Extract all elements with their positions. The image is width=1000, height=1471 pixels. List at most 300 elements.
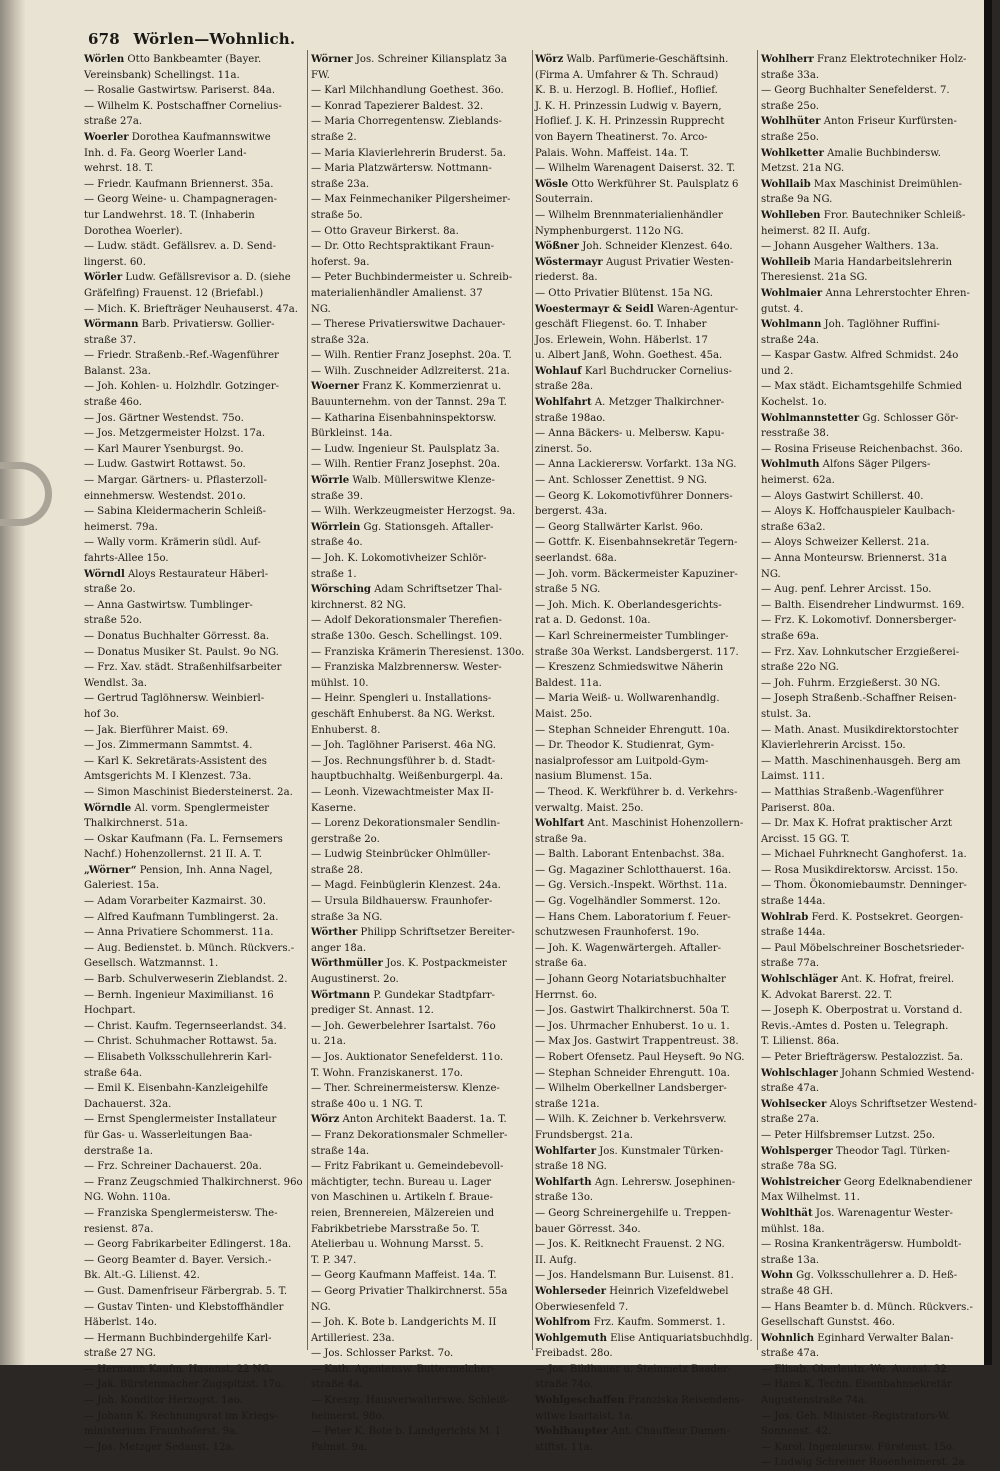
directory-entry (311, 1393, 531, 1409)
entry-text: — Balth. Eisendreher Lindwurmst. 169. (761, 599, 965, 611)
entry-text: straße 144a. (761, 927, 826, 939)
entry-text: Jos. Warenagentur Wester- (815, 1207, 953, 1219)
directory-entry (761, 302, 987, 318)
directory-entry (311, 1424, 531, 1440)
entry-text: — Frz. K. Lokomotivf. Donnersberger- (761, 615, 957, 627)
directory-entry (84, 816, 304, 832)
directory-entry (311, 582, 531, 598)
directory-entry (761, 317, 987, 333)
directory-entry (84, 1112, 304, 1128)
directory-entry (84, 1066, 304, 1082)
directory-entry (311, 504, 531, 520)
entry-text: — Johann K. Rechnungsrat im Kriegs- (84, 1410, 278, 1422)
directory-entry (761, 1175, 987, 1191)
directory-entry (535, 801, 755, 817)
entry-text: — Aloys K. Hoffchauspieler Kaulbach- (761, 506, 956, 518)
directory-entry (761, 1144, 987, 1160)
directory-entry (311, 894, 531, 910)
entry-text: ministerium Fraunhoferst. 9a. (84, 1426, 239, 1438)
directory-entry (535, 1409, 755, 1425)
entry-text: — Anna Privatiere Schommerst. 11a. (84, 927, 274, 939)
directory-entry (84, 582, 304, 598)
directory-entry (311, 255, 531, 271)
entry-text: Hochpart. (84, 1005, 136, 1017)
directory-entry (311, 317, 531, 333)
directory-entry (761, 1409, 987, 1425)
entry-text: straße 46o. (84, 397, 142, 409)
directory-entry (761, 1066, 987, 1082)
directory-entry (761, 988, 987, 1004)
entry-text: — Hans K. Techn. Eisenbahnsekretär (761, 1379, 952, 1391)
directory-entry (84, 598, 304, 614)
entry-text: straße 9a. (535, 833, 587, 845)
directory-entry (761, 723, 987, 739)
directory-entry (84, 239, 304, 255)
entry-text: heimerst. 98o. (311, 1410, 385, 1422)
directory-entry (761, 676, 987, 692)
directory-entry (761, 1050, 987, 1066)
entry-text: — Georg Beamter d. Bayer. Versich.- (84, 1254, 272, 1266)
directory-entry (535, 379, 755, 395)
entry-text: straße 2. (311, 131, 357, 143)
directory-entry (84, 1284, 304, 1300)
entry-text: — Thom. Ökonomiebaumstr. Denninger- (761, 880, 967, 892)
entry-text: — Dr. Theodor K. Studienrat, Gym- (535, 740, 715, 752)
directory-entry (761, 785, 987, 801)
directory-entry (84, 504, 304, 520)
entry-text: mächtigter, techn. Bureau u. Lager (311, 1176, 492, 1188)
entry-text: straße 23a. (311, 178, 370, 190)
entry-text: — Matthias Straßenb.-Wagenführer (761, 786, 944, 798)
entry-text: Barb. Privatiersw. Gollier- (141, 319, 275, 331)
entry-text: straße 48 GH. (761, 1285, 834, 1297)
directory-entry (311, 192, 531, 208)
entry-text: — Jos. Uhrmacher Enhuberst. 1o u. 1. (535, 1020, 730, 1032)
entry-text: Wendlst. 3a. (84, 677, 148, 689)
directory-entry (311, 567, 531, 583)
entry-text: Eginhard Verwalter Balan- (817, 1332, 954, 1344)
entry-text: prediger St. Annast. 12. (311, 1005, 434, 1017)
entry-text: — Maria Chorregentensw. Zieblands- (311, 116, 502, 128)
directory-entry (761, 941, 987, 957)
entry-text: — Hans Beamter b. d. Münch. Rückvers.- (761, 1301, 973, 1313)
entry-text: Pariserst. 80a. (761, 802, 836, 814)
directory-entry (535, 411, 755, 427)
entry-text: — Joh. Mich. K. Oberlandesgerichts- (535, 599, 722, 611)
entry-text: — Otto Graveur Birkerst. 8a. (311, 225, 459, 237)
entry-text: Ant. Maschinist Hohenzollern- (587, 818, 744, 830)
entry-text: straße 18 NG. (535, 1161, 607, 1173)
entry-text: und 2. (761, 365, 794, 377)
entry-text: — Joh. Konditor Herzogst. 1ao. (84, 1395, 243, 1407)
entry-text: Ant. Chauffeur Damen- (611, 1426, 730, 1438)
directory-entry (311, 613, 531, 629)
entry-text: — Gg. Versich.-Inspekt. Wörthst. 11a. (535, 880, 728, 892)
directory-entry (84, 535, 304, 551)
entry-text: schutzwesen Fraunhoferst. 19o. (535, 927, 700, 939)
directory-entry (84, 395, 304, 411)
directory-entry (761, 68, 987, 84)
directory-entry (535, 551, 755, 567)
entry-text: Kochelst. 1o. (761, 397, 827, 409)
directory-entry (84, 1315, 304, 1331)
directory-entry (535, 177, 755, 193)
directory-entry (84, 847, 304, 863)
directory-entry (761, 520, 987, 536)
directory-entry (84, 520, 304, 536)
entry-text: stulst. 3a. (761, 708, 812, 720)
entry-text: straße 198ao. (535, 412, 606, 424)
entry-surname: Wohn (761, 1270, 793, 1282)
entry-text: — Joh. K. Bote b. Landgerichts M. II (311, 1317, 497, 1329)
entry-text: — Wilh. Rentier Franz Josephst. 20a. (311, 459, 501, 471)
entry-text: NG. Wohn. 110a. (84, 1192, 171, 1204)
entry-surname: Wörrle (311, 475, 350, 487)
entry-text: einnehmersw. Westendst. 201o. (84, 490, 246, 502)
entry-surname: Wörsching (311, 584, 371, 596)
directory-entry (84, 645, 304, 661)
running-title: Wörlen—Wohnlich. (133, 30, 296, 48)
entry-text: Maria Handarbeitslehrerin (813, 256, 953, 268)
entry-text: Atelierbau u. Wohnung Marsst. 5. (311, 1239, 484, 1251)
entry-text: — Joh. Kohlen- u. Holzhdlr. Gotzinger- (84, 381, 280, 393)
directory-entry (84, 1190, 304, 1206)
directory-entry (84, 302, 304, 318)
directory-entry (84, 317, 304, 333)
entry-text: straße 9a NG. (761, 194, 833, 206)
directory-entry (535, 582, 755, 598)
directory-entry (311, 785, 531, 801)
entry-surname: Wohlgeschaffen (535, 1395, 625, 1407)
entry-text: straße 74o. (535, 1379, 593, 1391)
directory-entry (535, 395, 755, 411)
entry-text: straße 28a. (535, 381, 594, 393)
directory-entry (84, 1222, 304, 1238)
directory-entry (84, 442, 304, 458)
directory-entry (311, 52, 531, 68)
entry-text: Karl Buchdrucker Cornelius- (584, 365, 732, 377)
entry-text: Palais. Wohn. Maffeist. 14a. T. (535, 147, 689, 159)
entry-text: — Wilh. K. Zeichner b. Verkehrsverw. (535, 1114, 727, 1126)
directory-entry (311, 146, 531, 162)
directory-entry (311, 1253, 531, 1269)
entry-text: straße 39. (311, 490, 364, 502)
directory-entry (761, 224, 987, 240)
entry-text: Max Maschinist Dreimühlen- (813, 178, 963, 190)
directory-column-1 (84, 52, 304, 1453)
directory-entry (535, 504, 755, 520)
entry-text: — Christ. Kaufm. Tegernseerlandst. 34. (84, 1020, 287, 1032)
directory-entry (311, 1284, 531, 1300)
entry-surname: Woerler (84, 131, 129, 143)
directory-entry (84, 988, 304, 1004)
entry-text: — Leonh. Vizewachtmeister Max II- (311, 786, 494, 798)
entry-text: seerlandst. 68a. (535, 553, 617, 564)
entry-text: — Ludw. Gastwirt Rottawst. 5o. (84, 459, 246, 471)
directory-entry (311, 364, 531, 380)
directory-entry (535, 473, 755, 489)
entry-text: heimerst. 62a. (761, 475, 835, 487)
entry-text: A. Metzger Thalkirchner- (594, 397, 725, 409)
entry-text: Gg. Volksschullehrer a. D. Heß- (796, 1270, 958, 1282)
entry-text: — Gustav Tinten- und Klebstoffhändler (84, 1301, 284, 1313)
entry-text: straße 47a. (761, 1083, 820, 1095)
entry-text: resienst. 87a. (84, 1223, 154, 1235)
directory-entry (761, 1440, 987, 1456)
directory-entry (761, 1300, 987, 1316)
entry-text: — Gottfr. K. Eisenbahnsekretär Tegern- (535, 537, 738, 549)
directory-entry (84, 551, 304, 567)
directory-entry (535, 426, 755, 442)
directory-entry (535, 1268, 755, 1284)
entry-text: Augustenstraße 74a. (761, 1395, 868, 1407)
directory-entry (535, 489, 755, 505)
entry-text: — Wilhelm Warenagent Daiserst. 32. T. (535, 163, 736, 175)
directory-entry (535, 286, 755, 302)
entry-text: riederst. 8a. (535, 272, 598, 284)
directory-entry (311, 114, 531, 130)
directory-entry (761, 1097, 987, 1113)
entry-text: straße 52o. (84, 615, 142, 627)
entry-text: Otto Bankbeamter (Bayer. (127, 54, 262, 65)
directory-entry (311, 847, 531, 863)
directory-entry (761, 1424, 987, 1440)
directory-entry (535, 988, 755, 1004)
entry-surname: Wohlfrom (535, 1317, 591, 1329)
entry-text: straße 25o. (761, 100, 819, 112)
entry-text: — Math. Anast. Musikdirektorstochter (761, 724, 959, 736)
directory-entry (311, 598, 531, 614)
directory-entry (311, 1190, 531, 1206)
entry-text: (Firma A. Umfahrer & Th. Schraud) (535, 69, 719, 81)
directory-entry (535, 52, 755, 68)
directory-entry (761, 255, 987, 271)
directory-column-4 (761, 52, 987, 1469)
entry-text: mühlst. 10. (311, 677, 369, 689)
directory-entry (761, 613, 987, 629)
directory-entry (311, 333, 531, 349)
directory-entry (311, 1003, 531, 1019)
entry-text: Franz Elektrotechniker Holz- (817, 54, 967, 65)
entry-text: — Joseph K. Oberpostrat u. Vorstand d. (761, 1005, 963, 1017)
entry-surname: Wörler (84, 272, 123, 284)
directory-entry (535, 333, 755, 349)
entry-text: Frz. Kaufm. Sommerst. 1. (593, 1317, 726, 1329)
directory-entry (761, 691, 987, 707)
directory-entry (311, 286, 531, 302)
entry-text: Heinrich Vizefeldwebel (609, 1285, 729, 1297)
directory-entry (761, 738, 987, 754)
entry-surname: Wohlrab (761, 911, 809, 923)
entry-text: straße 27 NG. (84, 1348, 156, 1360)
entry-text: — Kreszg. Hausverwalterswe. Schleiß- (311, 1395, 510, 1407)
entry-text: — Otto Privatier Blütenst. 15a NG. (535, 287, 713, 299)
entry-text: — Karol. Ingenieursw. Fürstenst. 15o. (761, 1441, 956, 1453)
directory-entry (84, 1237, 304, 1253)
directory-entry (311, 707, 531, 723)
entry-surname: Wohlschläger (761, 974, 838, 986)
entry-text: — Joh. Gewerbelehrer Isartalst. 76o (311, 1020, 496, 1032)
entry-text: — Jos. Handelsmann Bur. Luisenst. 81. (535, 1270, 734, 1282)
entry-text: Häberlst. 14o. (84, 1317, 157, 1329)
directory-entry (84, 738, 304, 754)
directory-entry (311, 1300, 531, 1316)
directory-entry (311, 1112, 531, 1128)
directory-entry (535, 208, 755, 224)
entry-text: — Peter Hilfsbremser Lutzst. 25o. (761, 1129, 936, 1141)
directory-entry (84, 1253, 304, 1269)
entry-text: — Georg K. Lokomotivführer Donners- (535, 490, 733, 502)
directory-entry (84, 691, 304, 707)
entry-text: — Karl Maurer Ysenburgst. 9o. (84, 443, 244, 455)
directory-entry (311, 1268, 531, 1284)
directory-entry (761, 832, 987, 848)
directory-entry (535, 1081, 755, 1097)
entry-text: derstraße 1a. (84, 1145, 153, 1157)
directory-entry (311, 177, 531, 193)
directory-entry (84, 1377, 304, 1393)
directory-entry (311, 754, 531, 770)
directory-entry (535, 520, 755, 536)
entry-text: — Wilh. Zuschneider Adlzreiterst. 21a. (311, 365, 510, 377)
entry-text: Adam Schriftsetzer Thal- (374, 584, 503, 596)
directory-entry (761, 473, 987, 489)
directory-entry (761, 442, 987, 458)
entry-text: Gg. Schlosser Gör- (862, 412, 959, 424)
entry-text: Sonnenst. 42. (761, 1426, 832, 1438)
directory-entry (761, 239, 987, 255)
directory-entry (311, 769, 531, 785)
directory-entry (761, 146, 987, 162)
directory-entry (311, 956, 531, 972)
entry-text: — Emil K. Eisenbahn-Kanzleigehilfe (84, 1083, 268, 1095)
entry-text: — Hermann Buchbindergehilfe Karl- (84, 1332, 272, 1344)
entry-text: FW. (311, 69, 330, 81)
directory-entry (311, 302, 531, 318)
entry-text: — Bernh. Ingenieur Maximilianst. 16 (84, 989, 274, 1001)
entry-text: straße 63a2. (761, 521, 826, 533)
directory-entry (311, 130, 531, 146)
entry-text: Klavierlehrerin Arcisst. 15o. (761, 740, 906, 752)
directory-entry (311, 645, 531, 661)
directory-entry (311, 68, 531, 84)
entry-text: — Hermann Kaufm. Hasenst. 22 NG. (84, 1363, 273, 1375)
directory-entry (311, 457, 531, 473)
directory-entry (761, 551, 987, 567)
directory-entry (761, 504, 987, 520)
entry-text: — Aug. penf. Lehrer Arcisst. 15o. (761, 584, 932, 596)
directory-entry (311, 473, 531, 489)
entry-surname: Wohlmuth (761, 459, 820, 471)
entry-text: — Ant. Schlosser Zenettist. 9 NG. (535, 475, 708, 487)
entry-text: — Stephan Schneider Ehrengutt. 10a. (535, 1067, 730, 1079)
entry-text: Frundsbergst. 21a. (535, 1129, 633, 1141)
entry-text: von Maschinen u. Artikeln f. Braue- (311, 1192, 493, 1204)
entry-text: — Kath. Agentensw. Buttermelcher- (311, 1363, 495, 1375)
entry-text: straße 25o. (761, 131, 819, 143)
entry-text: Galeriest. 15a. (84, 880, 160, 892)
entry-text: — Jos. Schlosser Parkst. 7o. (311, 1348, 454, 1360)
entry-text: — Frz. Xav. städt. Straßenhilfsarbeiter (84, 662, 282, 674)
entry-text: — Max Jos. Gastwirt Trappentreust. 38. (535, 1036, 739, 1048)
entry-text: Bauunternehm. von der Tannst. 29a T. (311, 397, 507, 409)
entry-text: Walb. Parfümerie-Geschäftsinh. (566, 54, 729, 65)
entry-text: straße 13a. (761, 1254, 820, 1266)
entry-text: — Georg Fabrikarbeiter Edlingerst. 18a. (84, 1239, 292, 1251)
directory-entry (535, 754, 755, 770)
directory-entry (84, 1300, 304, 1316)
entry-text: — Franz Dekorationsmaler Schmeller- (311, 1129, 508, 1141)
entry-text: Nymphenburgerst. 112o NG. (535, 225, 684, 237)
directory-entry (311, 1019, 531, 1035)
directory-entry (311, 1206, 531, 1222)
entry-surname: Wohlauf (535, 365, 582, 377)
entry-text: für Gas- u. Wasserleitungen Baa- (84, 1129, 253, 1141)
directory-entry (535, 847, 755, 863)
entry-surname: Wohlhüter (761, 116, 821, 128)
directory-entry (311, 1097, 531, 1113)
directory-entry (535, 910, 755, 926)
entry-text: reien, Brennereien, Mälzereien und (311, 1207, 495, 1219)
directory-entry (761, 1190, 987, 1206)
entry-text: stiftst. 11a. (535, 1441, 593, 1453)
entry-surname: Wohlstreicher (761, 1176, 841, 1188)
directory-entry (84, 192, 304, 208)
entry-text: straße 24a. (761, 334, 820, 346)
entry-text: — Franziska Spenglermeistersw. The- (84, 1207, 278, 1219)
entry-text: Dorothea Woerler). (84, 225, 183, 237)
entry-text: Inh. d. Fa. Georg Woerler Land- (84, 147, 247, 159)
entry-text: straße 69a. (761, 630, 820, 642)
directory-entry (761, 1019, 987, 1035)
entry-text: Nachf.) Hohenzollernst. 21 II. A. T. (84, 849, 262, 861)
entry-text: — Georg Buchhalter Senefelderst. 7. (761, 85, 950, 97)
entry-text: Fror. Bautechniker Schleiß- (823, 209, 966, 221)
directory-entry (84, 1175, 304, 1191)
directory-entry (761, 567, 987, 583)
entry-text: Agn. Lehrersw. Josephinen- (594, 1176, 736, 1188)
entry-text: geschäft Enhuberst. 8a NG. Werkst. (311, 708, 496, 720)
entry-text: straße 130o. Gesch. Schellingst. 109. (311, 630, 503, 642)
directory-entry (535, 192, 755, 208)
entry-text: straße 5o. (311, 209, 363, 221)
entry-text: — Johann Ausgeher Walthers. 13a. (761, 241, 939, 253)
directory-entry (761, 99, 987, 115)
entry-text: — Peter Briefträgersw. Pestalozzist. 5a. (761, 1052, 964, 1063)
entry-text: witwe Isartalst. 1a. (535, 1410, 634, 1422)
directory-entry (84, 68, 304, 84)
entry-text: nasialprofessor am Luitpold-Gym- (535, 755, 709, 767)
binder-ring-icon (0, 462, 52, 526)
entry-text: — Jos. Gärtner Westendst. 75o. (84, 412, 244, 424)
directory-entry (84, 941, 304, 957)
directory-entry (535, 442, 755, 458)
directory-entry (84, 1128, 304, 1144)
entry-text: — Jos. Rechnungsführer b. d. Stadt- (311, 755, 496, 767)
directory-entry (535, 925, 755, 941)
entry-surname: „Wörner“ (84, 864, 137, 876)
directory-entry (535, 863, 755, 879)
entry-text: mühlst. 18a. (761, 1223, 825, 1235)
directory-entry (761, 286, 987, 302)
entry-text: — Jos. Auktionator Senefelderst. 11o. (311, 1052, 504, 1063)
directory-entry (761, 1346, 987, 1362)
directory-entry (761, 972, 987, 988)
directory-entry (761, 1315, 987, 1331)
directory-entry (84, 1440, 304, 1456)
directory-entry (84, 878, 304, 894)
entry-text: — Heinr. Spengleri u. Installations- (311, 693, 492, 705)
